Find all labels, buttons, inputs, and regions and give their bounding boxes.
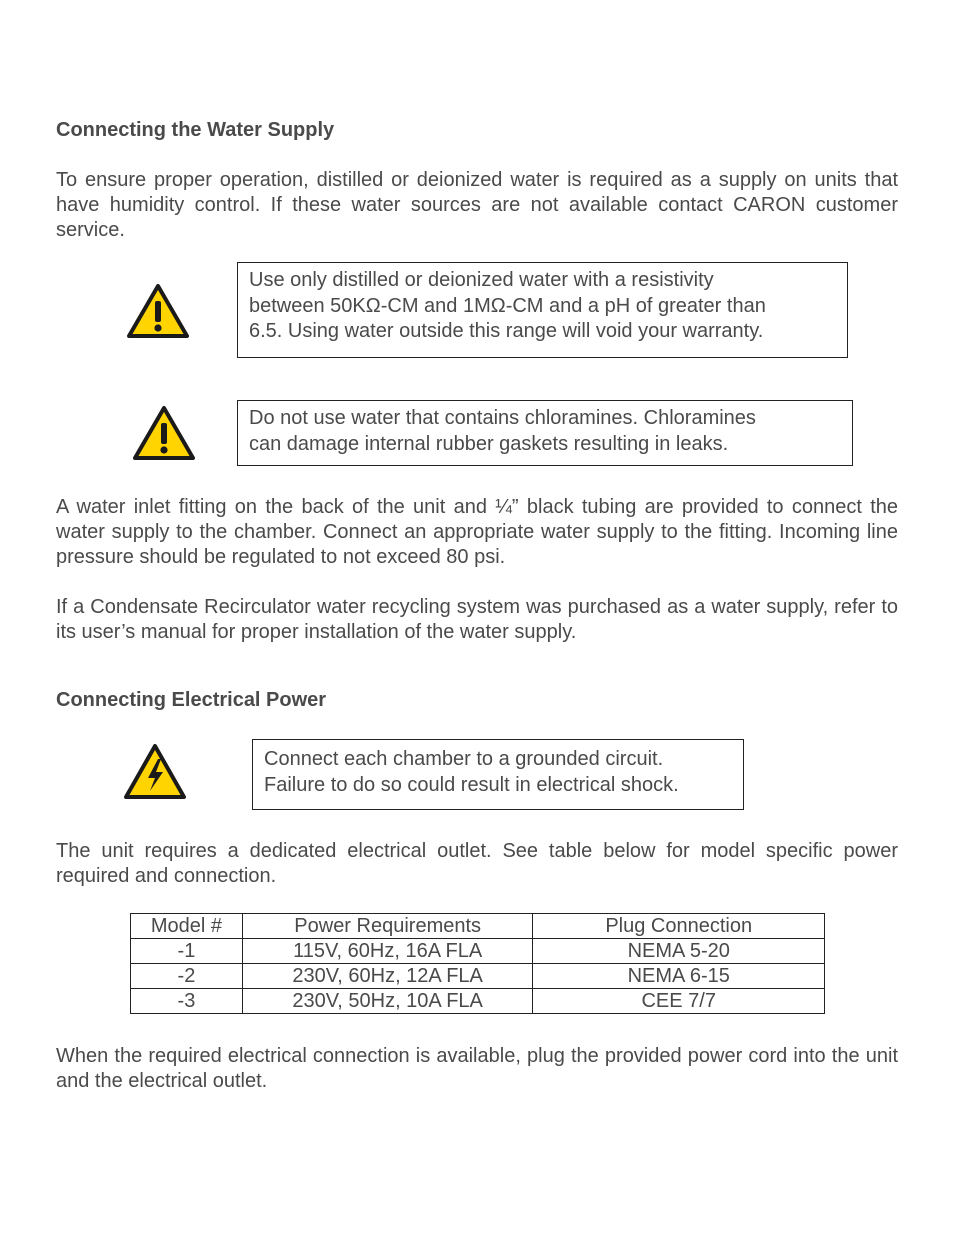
table-cell-model: -1 [131, 939, 243, 964]
table-cell-model: -2 [131, 964, 243, 989]
table-header-row [131, 914, 825, 939]
table-cell-plug: NEMA 5-20 [533, 939, 825, 964]
water-fitting-paragraph: A water inlet fitting on the back of the unit and ¼” black tubing are provided to connect the water supply to the chamber. Connect an appropriate water supply to the fitting. Incoming line pressure should be regulated to not exceed 80 psi. [56, 496, 898, 568]
warning-text-line: Connect each chamber to a grounded circuit. [264, 748, 664, 770]
column-header-plug: Plug Connection [533, 914, 825, 939]
table-cell-plug: NEMA 6-15 [533, 964, 825, 989]
warning-triangle-icon [132, 405, 196, 466]
warning-text-line: between 50KΩ-CM and 1MΩ-CM and a pH of greater than [249, 294, 766, 317]
warning-triangle-icon [126, 283, 190, 344]
electrical-hazard-icon [123, 743, 187, 806]
section-heading-water: Connecting the Water Supply [56, 119, 335, 141]
table-cell-power: 230V, 60Hz, 12A FLA [242, 964, 533, 989]
warning-text-line: 6.5. Using water outside this range will void your warranty. [249, 320, 764, 342]
column-header-model: Model # [131, 914, 243, 939]
warning-box-grounding [252, 739, 744, 810]
table-row [131, 989, 825, 1014]
warning-text-line: Use only distilled or deionized water with a resistivity [249, 269, 714, 291]
warning-text-line: can damage internal rubber gaskets resulting in leaks. [249, 432, 729, 455]
warning-box-water-quality [237, 262, 848, 358]
column-header-power: Power Requirements [242, 914, 533, 939]
water-intro-paragraph: To ensure proper operation, distilled or deionized water is required as a supply on units that have humidity control. If these water sources are not available contact CARON customer service. [56, 169, 898, 241]
table-cell-power: 115V, 60Hz, 16A FLA [242, 939, 533, 964]
power-intro-paragraph: The unit requires a dedicated electrical outlet. See table below for model specific power required and connection. [56, 840, 898, 887]
power-requirements-table [130, 913, 825, 1014]
warning-text-line: Failure to do so could result in electrical shock. [264, 773, 679, 796]
table-cell-model: -3 [131, 989, 243, 1014]
section-heading-power: Connecting Electrical Power [56, 689, 327, 711]
warning-text-line: Do not use water that contains chloramines. Chloramines [249, 407, 756, 429]
table-cell-plug: CEE 7/7 [533, 989, 825, 1014]
table-row [131, 964, 825, 989]
table-row [131, 939, 825, 964]
warning-box-chloramines [237, 400, 853, 466]
water-recirculator-paragraph: If a Condensate Recirculator water recycling system was purchased as a water supply, refer to its user’s manual for proper installation of the water supply. [56, 596, 898, 643]
power-closing-paragraph: When the required electrical connection is available, plug the provided power cord into the unit and the electrical outlet. [56, 1045, 898, 1092]
table-cell-power: 230V, 50Hz, 10A FLA [242, 989, 533, 1014]
